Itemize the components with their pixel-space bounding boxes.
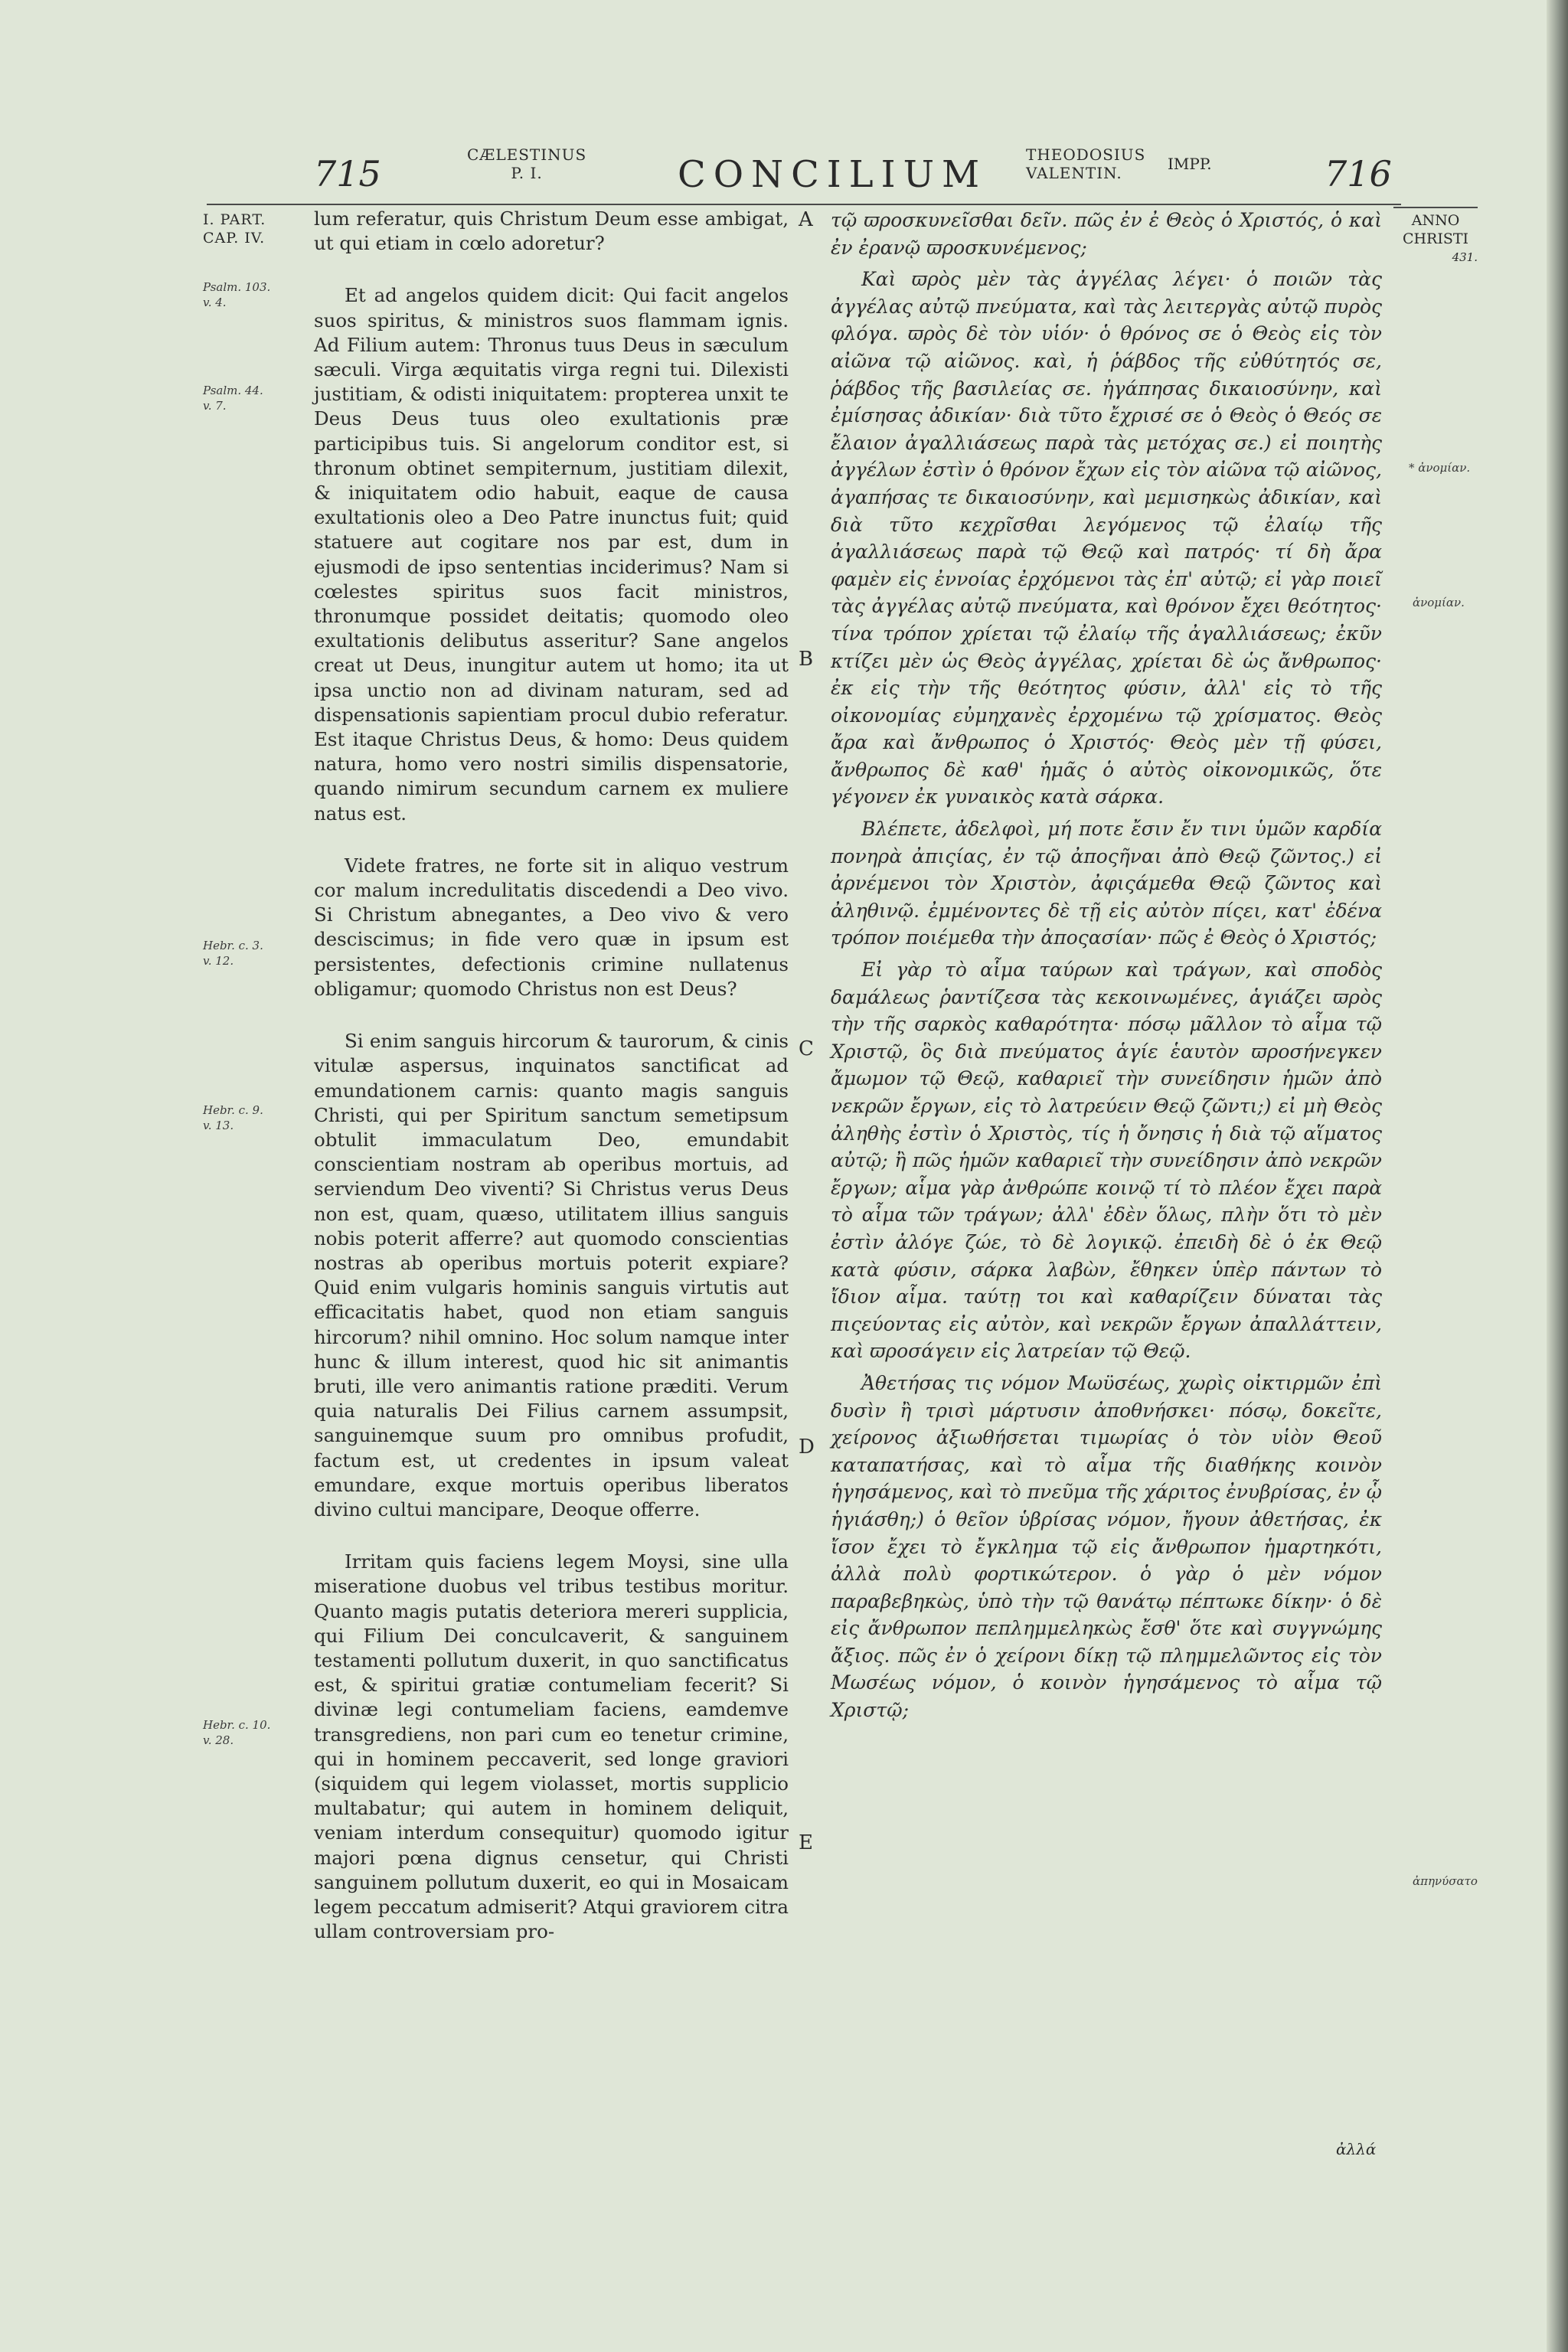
page-number-left: 715 — [314, 153, 381, 194]
greek-paragraph: τῷ ϖροσκυνεῖσθαι δεῖν. πῶς ἐν ἐ Θεὸς ὁ Χριστός, ὁ καὶ ἐν ἐρανῷ ϖροσκυνέμενος; — [831, 209, 1382, 259]
emperor-co-ruler: VALENTIN. — [1026, 164, 1122, 182]
chapter-label: CAP. IV. — [203, 230, 266, 247]
latin-paragraph: Irritam quis faciens legem Moysi, sine ulla miseratione duobus vel tribus testibus moritur. Quanto magis putatis deteriora mereri supplicia, qui Filium Dei conculcaverit, & sanguinem testamenti pollutum duxerit, in quo sanctificatus est, & spiritui gratiæ contumeliam fecerit? Si divinæ legi contumeliam faciens, eamdemve transgrediens, non pari cum eo tenetur crimine, qui in hominem peccaverit, sed longe graviori (siquidem qui legem violasset, mortis supplicio multabatur; qui autem in hominem deliquit, veniam interdum consequitur) quomodo igitur majori pœna dignus censetur, qui Christi sanguinem pollutum duxerit, eo qui in Mosaicam legem peccatum admiserit? Atqui graviorem citra ullam controversiam pro- — [314, 1550, 789, 1943]
part-label: I. PART. — [203, 211, 266, 228]
margin-reference: Hebr. c. 9. v. 13. — [203, 1103, 263, 1132]
emperor-header — [1026, 145, 1145, 182]
greek-paragraph: Εἰ γὰρ τὸ αἷμα ταύρων καὶ τράγων, καὶ σποδὸς δαμάλεως ῥαντίζεσα τὰς κεκοινωμένες, ἁγιάζει ϖρὸς τὴν τῆς σαρκὸς καθαρότητα· πόσῳ μᾶλλον τὸ αἷμα τῷ Χριστῷ, ὃς διὰ πνεύματος ἁγίε ἑαυτὸν ϖροσήνεγκεν ἄμωμον τῷ Θεῷ, καθαριεῖ τὴν συνείδησιν ἡμῶν ἀπὸ νεκρῶν ἔργων, εἰς τὸ λατρεύειν Θεῷ ζῶντι;) εἰ μὴ Θεὸς ἀληθὴς ἐστὶν ὁ Χριστὸς, τίς ἡ ὄνησις ἡ διὰ τῷ αἵματος αὐτῷ; ἢ πῶς ἡμῶν καθαριεῖ τὴν συνείδησιν ἀπὸ νεκρῶν ἔργων; αἷμα γὰρ ἀνθρώπε κοινῷ τί τὸ πλέον ἔχει παρὰ τὸ αἷμα τῶν τράγων; ἀλλ' ἐδὲν ὅλως, πλὴν ὅτι τὸ μὲν ἐστὶν ἀλόγε ζώε, τὸ δὲ λογικῷ. ἐπειδὴ δὲ ὁ ἐκ Θεῷ κατὰ φύσιν, σάρκα λαβὼν, ἔθηκεν ὑπὲρ πάντων τὸ ἴδιον αἷμα. ταύτῃ τοι καὶ καθαρίζειν δύναται τὰς πιςεύοντας εἰς αὐτὸν, καὶ νεκρῶν ἔργων ἀπαλλάττειν, καὶ ϖροσάγειν εἰς λατρείαν τῷ Θεῷ. — [831, 959, 1382, 1363]
page-edge — [1547, 0, 1568, 2352]
greek-column — [831, 207, 1382, 1724]
section-letter: C — [799, 1037, 814, 1060]
margin-reference: Psalm. 103. v. 4. — [203, 280, 271, 309]
pope-name: CÆLESTINUS — [467, 145, 587, 164]
marginal-gloss: ἀπηνύσατο — [1413, 1874, 1478, 1888]
latin-column — [314, 207, 789, 1944]
section-letter: A — [799, 208, 813, 231]
section-letter: E — [799, 1831, 813, 1854]
margin-reference: Hebr. c. 3. v. 12. — [203, 939, 263, 968]
greek-paragraph: Βλέπετε, ἀδελφοὶ, μή ποτε ἔσιν ἔν τινι ὑμῶν καρδία πονηρὰ ἀπιςίας, ἐν τῷ ἀποςῆναι ἀπὸ Θεῷ ζῶντος.) εἰ ἀρνέμενοι τὸν Χριστὸν, ἀφιςάμεθα Θεῷ ζῶντος καὶ ἀληθινῷ. ἐμμένοντες δὲ τῇ εἰς αὐτὸν πίςει, κατ' ἐδένα τρόπον ποιέμεθα τὴν ἀποςασίαν· πῶς ἐ Θεὸς ὁ Χριστός; — [831, 818, 1382, 949]
catchword: ἀλλά — [1336, 2140, 1377, 2158]
page-title: CONCILIUM — [678, 153, 988, 196]
pope-header — [467, 145, 586, 182]
christi-label: CHRISTI — [1402, 230, 1469, 247]
section-letter: B — [799, 648, 814, 671]
header-rule — [207, 204, 1401, 205]
marginal-gloss: * ἀνομίαν. — [1409, 461, 1471, 475]
latin-paragraph: lum referatur, quis Christum Deum esse ambigat, ut qui etiam in cœlo adoretur? — [314, 207, 789, 255]
emperor-name: THEODOSIUS — [1026, 145, 1146, 164]
latin-paragraph: Et ad angelos quidem dicit: Qui facit angelos suos spiritus, & ministros suos flammam ignis. Ad Filium autem: Thronus tuus Deus in sæculum sæculi. Virga æquitatis virga regni tui. Dilexisti justitiam, & odisti iniquitatem: propterea unxit te Deus Deus tuus oleo exultationis præ participibus tuis. Si angelorum conditor est, si thronum obtinet sempiternum, justitiam dilexit, & iniquitatem odio habuit, eaque de causa exultationis oleo a Deo Patre inunctus fuit; quid statuere aut cogitare nos par est, dum in ejusmodi de ipso sententias inciderimus? Nam si cœlestes spiritus suos facit ministros, thronumque possidet deitatis; quomodo oleo exultationis delibutus asseritur? Sane angelos creat ut Deus, inungitur autem ut homo; ita ut ipsa unctio non ad divinam naturam, sed ad dispensationis sapientiam procul dubio referatur. Est itaque Christus Deus, & homo: Deus quidem natura, homo vero nostri similis dispensatorie, quando nimirum secundum carnem ex muliere natus est. — [314, 284, 789, 825]
year-label: 431. — [1452, 250, 1478, 264]
margin-reference: Psalm. 44. v. 7. — [203, 384, 263, 413]
page-number-right: 716 — [1325, 153, 1392, 194]
running-header — [314, 122, 1439, 207]
greek-paragraph: Ἀθετήσας τις νόμον Μωϋσέως, χωρὶς οἰκτιρμῶν ἐπὶ δυσὶν ἢ τρισὶ μάρτυσιν ἀποθνήσκει· πόσῳ, δοκεῖτε, χείρονος ἀξιωθήσεται τιμωρίας ὁ τὸν υἱὸν Θεοῦ καταπατήσας, καὶ τὸ αἷμα τῆς διαθήκης κοινὸν ἡγησάμενος, καὶ τὸ πνεῦμα τῆς χάριτος ἐνυβρίσας, ἐν ᾧ ἡγιάσθη;) ὁ θεῖον ὑβρίσας νόμον, ἤγουν ἀθετήσας, ἐκ ἴσον ἔχει τὸ ἔγκλημα τῷ εἰς ἄνθρωπον ἡμαρτηκότι, ἀλλὰ πολὺ φορτικώτερον. ὁ γὰρ ὁ μὲν νόμον παραβεβηκὼς, ὑπὸ τὴν τῷ θανάτῳ πέπτωκε δίκην· ὁ δὲ εἰς ἄνθρωπον πεπλημμεληκὼς ἔσθ' ὅτε καὶ συγγνώμης ἄξιος. πῶς ἐν ὁ χείρονι δίκῃ τῷ πλημμελῶντος εἰς τὸν Μωσέως νόμον, ὁ κοινὸν ἡγησάμενος τὸ αἷμα τῷ Χριστῷ; — [831, 1371, 1382, 1722]
latin-paragraph: Videte fratres, ne forte sit in aliquo vestrum cor malum incredulitatis discedendi a Deo vivo. Si Christum abnegantes, a Deo vivo & vero desciscimus; in fide vero quæ in ipsum est persistentes, defectionis crimine nullatenus obligamur; quomodo Christus non est Deus? — [314, 854, 789, 1000]
emperors-abbrev: IMPP. — [1168, 155, 1212, 173]
margin-reference: Hebr. c. 10. v. 28. — [203, 1718, 271, 1747]
section-letter: D — [799, 1436, 815, 1459]
section-letters — [799, 207, 822, 2350]
greek-paragraph: Καὶ ϖρὸς μὲν τὰς ἀγγέλας λέγει· ὁ ποιῶν τὰς ἀγγέλας αὐτῷ πνεύματα, καὶ τὰς λειτεργὰς αὐτῷ πυρὸς φλόγα. ϖρὸς δὲ τὸν υἱόν· ὁ θρόνος σε ὁ Θεὸς εἰς τὸν αἰῶνα τῷ αἰῶνος. καὶ, ἡ ῥάβδος τῆς εὐθύτητός σε, ῥάβδος τῆς βασιλείας σε. ἠγάπησας δικαιοσύνην, καὶ ἐμίσησας ἀδικίαν· διὰ τῦτο ἔχρισέ σε ὁ Θεὸς ὁ Θεός σε ἔλαιον ἀγαλλιάσεως παρὰ τὰς μετόχας σε.) εἰ ποιητὴς ἀγγέλων ἐστὶν ὁ θρόνον ἔχων εἰς τὸν αἰῶνα τῷ αἰῶνος, ἀγαπήσας τε δικαιοσύνην, καὶ μεμισηκὼς ἀδικίαν, καὶ διὰ τῦτο κεχρῖσθαι λεγόμενος τῷ ἐλαίῳ τῆς ἀγαλλιάσεως παρὰ τῷ Θεῷ καὶ πατρός· τί δὴ ἄρα φαμὲν εἰς ἐννοίας ἐρχόμενοι τὰς ἐπ' αὐτῷ; εἰ γὰρ ποιεῖ τὰς ἀγγέλας αὐτῷ πνεύματα, καὶ θρόνον ἔχει θεότητος· τίνα τρόπον χρίεται τῷ ἐλαίῳ τῆς ἀγαλλιάσεως; ἐκῦν κτίζει μὲν ὡς Θεὸς ἀγγέλας, χρίεται δὲ ὡς ἄνθρωπος· ἐκ εἰς τὴν τῆς θεότητος φύσιν, ἀλλ' εἰς τὸ τῆς οἰκονομίας εὐμηχανὲς ἐρχομένω τῷ χρίσματος. Θεὸς ἄρα καὶ ἄνθρωπος ὁ Χριστός· Θεὸς μὲν τῇ φύσει, ἄνθρωπος δὲ καθ' ἡμᾶς ὁ αὐτὸς οἰκονομικῶς, ὅτε γέγονεν ἐκ γυναικὸς κατὰ σάρκα. — [831, 268, 1382, 808]
anno-label: ANNO — [1411, 212, 1460, 229]
marginal-gloss: ἀνομίαν. — [1413, 596, 1465, 609]
latin-paragraph: Si enim sanguis hircorum & taurorum, & cinis vitulæ aspersus, inquinatos sanctificat ad emundationem carnis: quanto magis sanguis Christi, qui per Spiritum sanctum semetipsum obtulit immaculatum Deo, emundabit conscientiam nostram ab operibus mortuis, ad serviendum Deo viventi? Si Christus verus Deus non est, quam, quæso, utilitatem illius sanguis nobis poterit afferre? aut quomodo conscientias nostras ab operibus mortuis poterit expiare? Quid enim vulgaris hominis sanguis virtutis aut efficacitatis habet, quod non etiam sanguis hircorum? nihil omnino. Hoc solum namque inter hunc & illum interest, quod hic sit animantis bruti, ille vero animantis ratione præditi. Verum quia naturalis Dei Filius carnem assumpsit, sanguinemque suum pro omnibus profudit, factum est, ut credentes in ipsum valeat emundare, exque mortuis operibus liberatos divino cultui mancipare, Deoque offerre. — [314, 1030, 789, 1521]
year-box — [1393, 207, 1478, 266]
pope-numeral: P. I. — [511, 164, 543, 182]
